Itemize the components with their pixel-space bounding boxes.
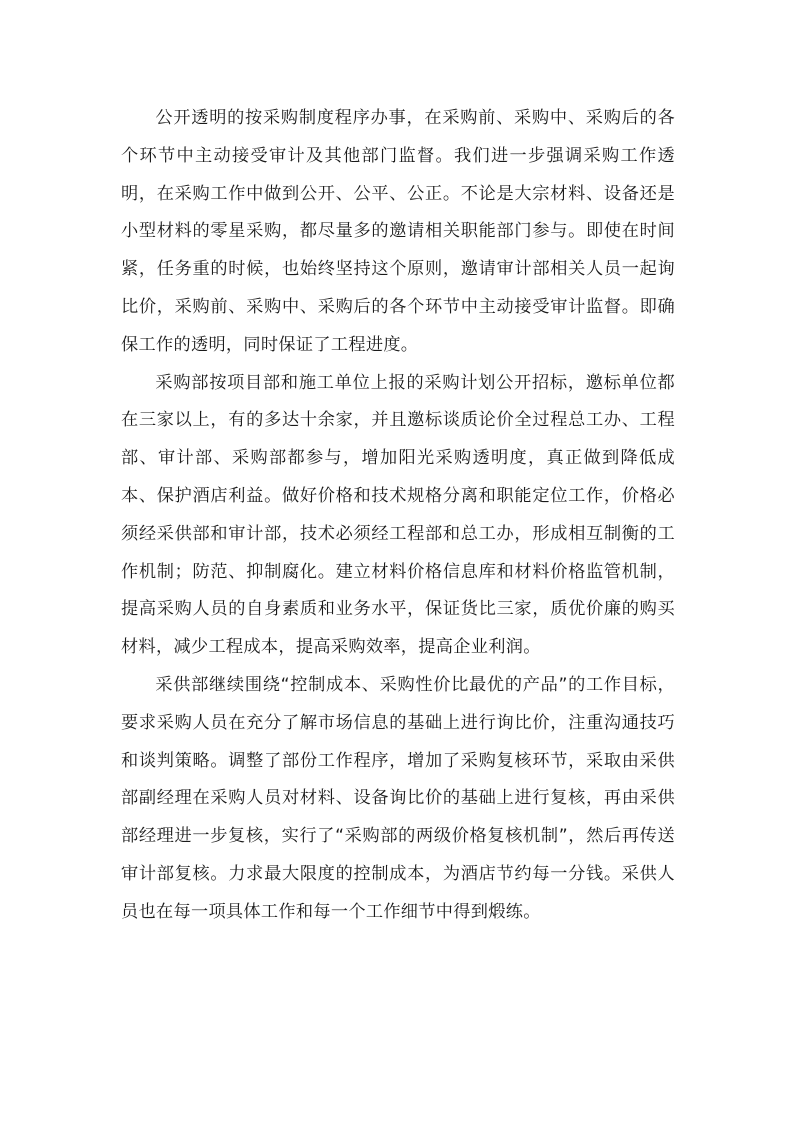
- document-body: [121, 100, 675, 932]
- paragraph-public-tender: 采购部按项目部和施工单位上报的采购计划公开招标，邀标单位都在三家以上，有的多达十余家，并且邀标谈质论价全过程总工办、工程部、审计部、采购部都参与，增加阳光采购透明度，真正做到降低成本、保护酒店利益。做好价格和技术规格分离和职能定位工作，价格必须经采供部和审计部，技术必须经工程部和总工办，形成相互制衡的工作机制；防范、抑制腐化。建立材料价格信息库和材料价格监管机制，提高采购人员的自身素质和业务水平，保证货比三家，质优价廉的购买材料，减少工程成本，提高采购效率，提高企业利润。: [121, 372, 675, 658]
- paragraph-transparency: 公开透明的按采购制度程序办事，在采购前、采购中、采购后的各个环节中主动接受审计及其他部门监督。我们进一步强调采购工作透明，在采购工作中做到公开、公平、公正。不论是大宗材料、设备还是小型材料的零星采购，都尽量多的邀请相关职能部门参与。即使在时间紧，任务重的时候，也始终坚持这个原则，邀请审计部相关人员一起询比价，采购前、采购中、采购后的各个环节中主动接受审计监督。即确保工作的透明，同时保证了工程进度。: [121, 108, 675, 355]
- paragraph-cost-control: 采供部继续围绕“控制成本、采购性价比最优的产品”的工作目标，要求采购人员在充分了解市场信息的基础上进行询比价，注重沟通技巧和谈判策略。调整了部份工作程序，增加了采购复核环节，采取由采供部副经理在采购人员对材料、设备询比价的基础上进行复核，再由采供部经理进一步复核，实行了“采购部的两级价格复核机制”，然后再传送审计部复核。力求最大限度的控制成本，为酒店节约每一分钱。采供人员也在每一项具体工作和每一个工作细节中得到煅练。: [121, 674, 675, 922]
